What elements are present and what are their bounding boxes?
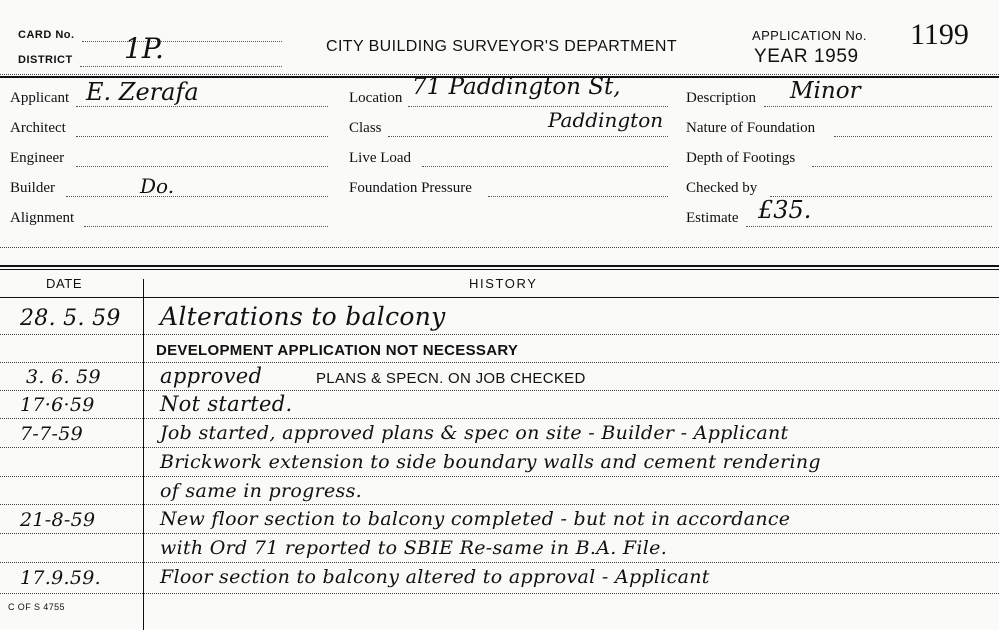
history-date: 17.9.59. [20, 567, 101, 589]
history-entry: Floor section to balcony altered to approval - Applicant [160, 566, 710, 588]
history-entry: New floor section to balcony completed - but not in accordance [160, 508, 791, 530]
history-entry: with Ord 71 reported to SBIE Re-same in B.A. File. [160, 537, 668, 559]
builder-label: Builder [10, 180, 55, 196]
history-entry: Job started, approved plans & spec on site - Builder - Applicant [160, 422, 789, 444]
checked-by-label: Checked by [686, 180, 758, 196]
history-stamp: PLANS & SPECN. ON JOB CHECKED [316, 370, 586, 387]
description-value: Minor [790, 78, 861, 104]
estimate-label: Estimate [686, 210, 739, 226]
description-label: Description [686, 90, 756, 106]
history-date: 21-8-59 [20, 509, 96, 531]
year-label: YEAR 1959 [754, 46, 859, 67]
district-label: DISTRICT [18, 54, 73, 66]
history-date: 3. 6. 59 [26, 366, 101, 388]
card-no-label: CARD No. [18, 29, 75, 41]
history-date: 7-7-59 [20, 423, 83, 445]
location-label: Location [349, 90, 403, 106]
class-label: Class [349, 120, 382, 136]
district-value: 1P. [124, 32, 164, 65]
application-number: 1199 [910, 18, 969, 51]
live-load-label: Live Load [349, 150, 412, 166]
alignment-label: Alignment [10, 210, 75, 226]
date-header: DATE [46, 276, 83, 291]
history-date: 17·6·59 [20, 394, 95, 416]
depth-of-footings-label: Depth of Footings [686, 150, 796, 166]
history-entry: Alterations to balcony [160, 302, 446, 331]
history-entry: Brickwork extension to side boundary walls and cement rendering [160, 451, 821, 473]
history-entry: Not started. [160, 392, 293, 416]
nature-of-foundation-label: Nature of Foundation [686, 120, 816, 136]
application-no-label: APPLICATION No. [752, 28, 867, 43]
architect-label: Architect [10, 120, 66, 136]
location-value-2: Paddington [548, 108, 664, 132]
foundation-pressure-label: Foundation Pressure [349, 180, 472, 196]
location-value: 71 Paddington St, [412, 74, 621, 100]
history-entry: approved [160, 364, 263, 388]
applicant-value: E. Zerafa [86, 78, 199, 106]
history-header: HISTORY [469, 276, 538, 291]
form-code: C OF S 4755 [8, 602, 65, 612]
history-date: 28. 5. 59 [20, 306, 121, 331]
department-title: CITY BUILDING SURVEYOR'S DEPARTMENT [326, 38, 678, 55]
history-stamp: DEVELOPMENT APPLICATION NOT NECESSARY [156, 342, 519, 359]
applicant-label: Applicant [10, 90, 70, 106]
engineer-label: Engineer [10, 150, 65, 166]
history-entry: of same in progress. [160, 480, 362, 502]
builder-value: Do. [140, 174, 175, 198]
estimate-value: £35. [758, 196, 812, 224]
